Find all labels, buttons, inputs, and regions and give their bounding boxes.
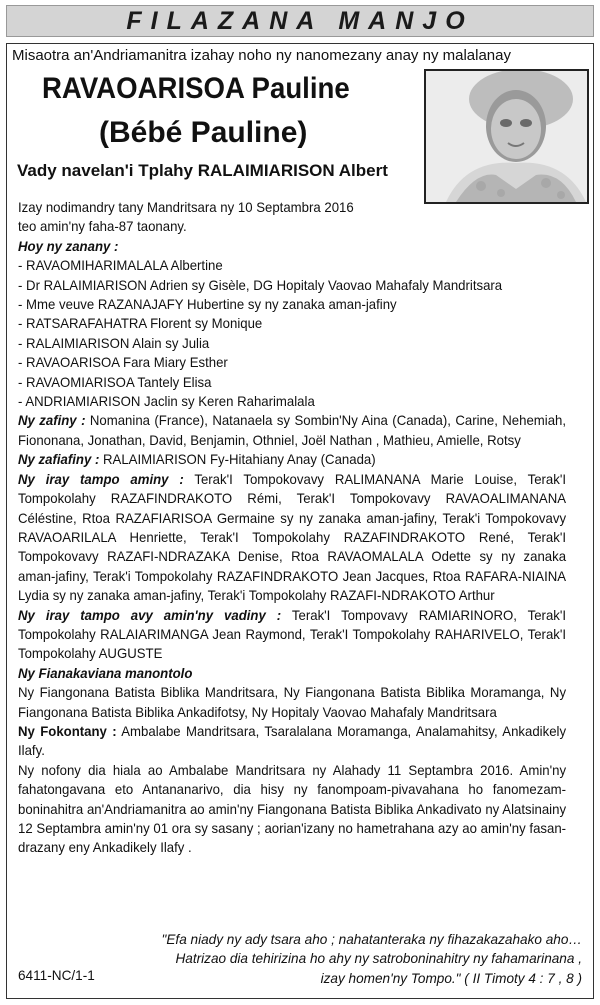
child-item: - Mme veuve RAZANAJAFY Hubertine sy ny zanaka aman-jafiny xyxy=(18,297,397,313)
header-title: FILAZANA MANJO xyxy=(126,6,474,35)
portrait-photo-icon xyxy=(426,71,587,202)
child-item: - RAVAOARISOA Fara Miary Esther xyxy=(18,355,228,371)
deceased-nickname: (Bébé Pauline) xyxy=(99,116,308,149)
quote-line-2: Hatrizao dia tehirizina ho ahy ny satroboninahitry ny fahamarinana , xyxy=(175,951,582,967)
grandchildren-label: Ny zafiny : xyxy=(18,413,86,429)
fokontany-label: Ny Fokontany : xyxy=(18,723,117,739)
churches-paragraph: Ny Fiangonana Batista Biblika Mandritsara, Ny Fiangonana Batista Biblika Moramanga, Ny Fiangonana Batista Biblika Ankadifotsy, Ny Hopitaly Vaovao Mahafaly Mandritsara xyxy=(18,685,567,720)
funeral-paragraph: Ny nofony dia hiala ao Ambalabe Mandritsara ny Alahady 11 Septambra 2016. Amin'ny fahatongavana eto Antananarivo, dia hisy ny fanompoam-pivavahana ho fanomezam-boninahitra an'Andriamanitra ao amin'ny Fiangonana Batista Biblika Ankadivato ny Alatsinainy 12 Septambra amin'ny 01 ora sy sasany ; aorian'izany no hametrahana azy ao amin'ny fasan-drazany eny Ankadikely Ilafy . xyxy=(18,762,567,856)
death-line-2: teo amin'ny faha-87 taonany. xyxy=(18,219,187,235)
inlaws-text: Terak'I Tompovavy RAMIARINORO, Terak'I Tompokolahy RALAIARIMANGA Jean Raymond, Terak'I Tompokolahy RAHARIVELO, Terak'I Tompokolahy AUGUSTE xyxy=(18,607,567,662)
child-item: - ANDRIAMIARISON Jaclin sy Keren Raharimalala xyxy=(18,394,315,410)
bible-quote xyxy=(130,930,582,988)
header-banner xyxy=(6,5,594,37)
child-item: - RALAIMIARISON Alain sy Julia xyxy=(18,335,210,351)
fokontany-paragraph xyxy=(18,722,566,761)
child-item: - RATSARAFAHATRA Florent sy Monique xyxy=(18,316,263,332)
great-grandchildren-text: RALAIMIARISON Fy-Hitahiany Anay (Canada) xyxy=(103,452,376,468)
notice-intro: Misaotra an'Andriamanitra izahay noho ny nanomezany anay ny malalanay xyxy=(12,47,511,64)
family-heading: Ny Fianakaviana manontolo xyxy=(18,665,193,681)
inlaws-label: Ny iray tampo avy amin'ny vadiny : xyxy=(18,607,282,623)
fokontany-text: Ambalabe Mandritsara, Tsaralalana Moramanga, Analamahitsy, Ankadikely Ilafy. xyxy=(18,723,567,759)
siblings-paragraph xyxy=(18,470,566,606)
quote-line-3: izay homen'ny Tompo." ( II Timoty 4 : 7 , 8 ) xyxy=(320,970,582,986)
deceased-name: RAVAOARISOA Pauline xyxy=(42,72,350,105)
child-item: - RAVAOMIARISOA Tantely Elisa xyxy=(18,374,212,390)
notice-body xyxy=(18,198,566,858)
quote-line-1: "Efa niady ny ady tsara aho ; nahatanteraka ny fihazakazahako aho… xyxy=(161,932,582,947)
notice-intro-block xyxy=(12,46,588,66)
portrait-photo xyxy=(424,69,589,204)
inlaws-paragraph xyxy=(18,606,566,664)
husband-line: Vady navelan'i Tplahy RALAIMIARISON Albert xyxy=(17,161,388,180)
grandchildren-text: Nomanina (France), Natanaela sy Sombin'Ny Aina (Canada), Carine, Nehemiah, Fiononana, Jonathan, David, Benjamin, Othniel, Joël Nathan , Mathieu, Amielle, Rotsy xyxy=(18,413,567,448)
children-heading: Hoy ny zanany : xyxy=(18,238,119,254)
grandchildren-paragraph xyxy=(18,411,566,450)
siblings-text: Terak'I Tompokovavy RALIMANANA Marie Louise, Terak'I Tompokolahy RAZAFINDRAKOTO Rémi, Terak'I Tompokovavy RAVAOALIMANANA Céléstine, Rtoa RAZAFIARISOA Germaine sy ny zanaka aman-jafiny, Terak'i Tompokovavy RAVAOARILALA Henriette, Terak'I Tompokolahy RAZAFINDRAKOTO René, Terak'I Tompokovavy RAZAFI-NDRAZAKA Denise, Rtoa RAVAOMALALA Odette sy ny zanaka aman-jafiny, Terak'i Tompokolahy RAZAFINDRAKOTO Jean Jacques, Rtoa RAFARA-NIAINA Lydia sy ny zanaka aman-jafiny, Terak'i Tompokolahy RAZAFI-NDRAKOTO Arthur xyxy=(18,471,567,604)
great-grandchildren-label: Ny zafiafiny : xyxy=(18,452,100,468)
siblings-label: Ny iray tampo aminy : xyxy=(18,471,184,487)
child-item: - Dr RALAIMIARISON Adrien sy Gisèle, DG Hopitaly Vaovao Mahafaly Mandritsara xyxy=(18,277,503,293)
reference-code: 6411-NC/1-1 xyxy=(18,968,95,983)
death-line-1: Izay nodimandry tany Mandritsara ny 10 Septambra 2016 xyxy=(18,200,354,215)
great-grandchildren-paragraph xyxy=(18,450,566,469)
child-item: - RAVAOMIHARIMALALA Albertine xyxy=(18,258,223,274)
